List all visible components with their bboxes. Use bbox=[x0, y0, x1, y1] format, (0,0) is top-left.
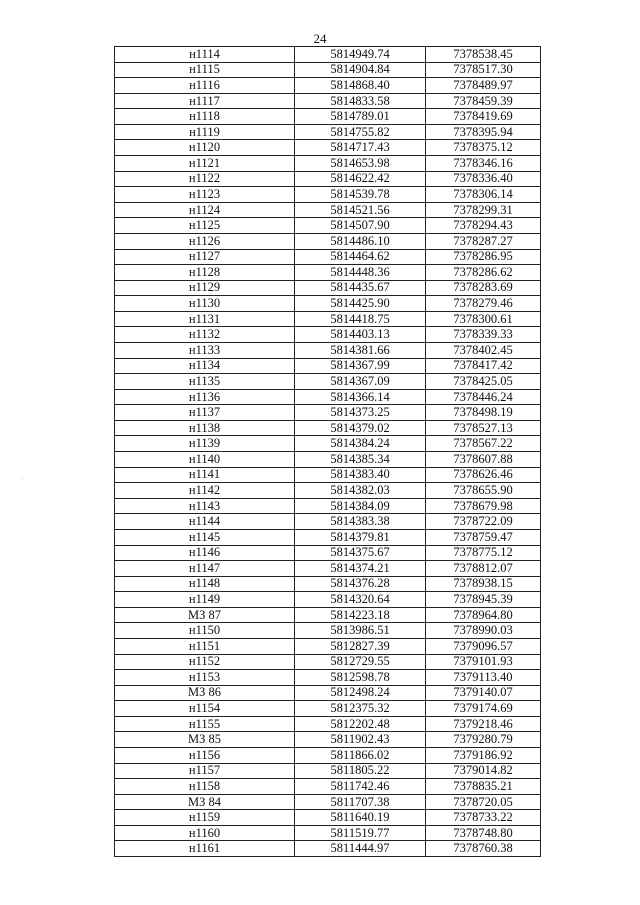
coordinates-table bbox=[114, 46, 541, 857]
point-id-cell: н1153 bbox=[115, 670, 295, 686]
x-coordinate-cell: 5814381.66 bbox=[295, 342, 426, 358]
table-row bbox=[115, 311, 541, 327]
table-row bbox=[115, 716, 541, 732]
y-coordinate-cell: 7378425.05 bbox=[426, 374, 541, 390]
table-row bbox=[115, 358, 541, 374]
x-coordinate-cell: 5811444.97 bbox=[295, 841, 426, 857]
point-id-cell: н1148 bbox=[115, 576, 295, 592]
y-coordinate-cell: 7379218.46 bbox=[426, 716, 541, 732]
scan-artifact bbox=[22, 478, 23, 479]
y-coordinate-cell: 7378748.80 bbox=[426, 825, 541, 841]
y-coordinate-cell: 7378489.97 bbox=[426, 78, 541, 94]
y-coordinate-cell: 7378538.45 bbox=[426, 47, 541, 63]
point-id-cell: н1124 bbox=[115, 202, 295, 218]
x-coordinate-cell: 5812729.55 bbox=[295, 654, 426, 670]
point-id-cell: н1143 bbox=[115, 498, 295, 514]
table-row bbox=[115, 233, 541, 249]
y-coordinate-cell: 7378945.39 bbox=[426, 592, 541, 608]
point-id-cell: н1144 bbox=[115, 514, 295, 530]
y-coordinate-cell: 7379096.57 bbox=[426, 638, 541, 654]
point-id-cell: н1126 bbox=[115, 233, 295, 249]
x-coordinate-cell: 5811866.02 bbox=[295, 748, 426, 764]
table-row bbox=[115, 109, 541, 125]
x-coordinate-cell: 5814435.67 bbox=[295, 280, 426, 296]
x-coordinate-cell: 5814833.58 bbox=[295, 93, 426, 109]
x-coordinate-cell: 5814366.14 bbox=[295, 389, 426, 405]
table-row bbox=[115, 623, 541, 639]
table-row bbox=[115, 280, 541, 296]
table-row bbox=[115, 327, 541, 343]
point-id-cell: н1142 bbox=[115, 483, 295, 499]
x-coordinate-cell: 5814373.25 bbox=[295, 405, 426, 421]
x-coordinate-cell: 5814717.43 bbox=[295, 140, 426, 156]
table-row bbox=[115, 436, 541, 452]
x-coordinate-cell: 5814448.36 bbox=[295, 265, 426, 281]
x-coordinate-cell: 5814376.28 bbox=[295, 576, 426, 592]
x-coordinate-cell: 5814383.38 bbox=[295, 514, 426, 530]
x-coordinate-cell: 5814383.40 bbox=[295, 467, 426, 483]
point-id-cell: н1151 bbox=[115, 638, 295, 654]
table-row bbox=[115, 265, 541, 281]
x-coordinate-cell: 5814320.64 bbox=[295, 592, 426, 608]
table-row bbox=[115, 374, 541, 390]
page-number: 24 bbox=[313, 31, 327, 46]
y-coordinate-cell: 7378527.13 bbox=[426, 420, 541, 436]
table-row bbox=[115, 405, 541, 421]
table-row bbox=[115, 62, 541, 78]
table-row bbox=[115, 732, 541, 748]
y-coordinate-cell: 7378938.15 bbox=[426, 576, 541, 592]
table-row bbox=[115, 514, 541, 530]
x-coordinate-cell: 5814367.09 bbox=[295, 374, 426, 390]
y-coordinate-cell: 7378346.16 bbox=[426, 156, 541, 172]
y-coordinate-cell: 7378655.90 bbox=[426, 483, 541, 499]
y-coordinate-cell: 7378626.46 bbox=[426, 467, 541, 483]
y-coordinate-cell: 7379186.92 bbox=[426, 748, 541, 764]
table-row bbox=[115, 171, 541, 187]
point-id-cell: н1160 bbox=[115, 825, 295, 841]
y-coordinate-cell: 7378835.21 bbox=[426, 779, 541, 795]
y-coordinate-cell: 7378517.30 bbox=[426, 62, 541, 78]
y-coordinate-cell: 7378286.62 bbox=[426, 265, 541, 281]
point-id-cell: н1121 bbox=[115, 156, 295, 172]
table-row bbox=[115, 670, 541, 686]
point-id-cell: н1117 bbox=[115, 93, 295, 109]
table-row bbox=[115, 47, 541, 63]
point-id-cell: н1116 bbox=[115, 78, 295, 94]
point-id-cell: н1128 bbox=[115, 265, 295, 281]
table-row bbox=[115, 794, 541, 810]
y-coordinate-cell: 7378279.46 bbox=[426, 296, 541, 312]
table-row bbox=[115, 701, 541, 717]
x-coordinate-cell: 5814379.81 bbox=[295, 529, 426, 545]
point-id-cell: н1130 bbox=[115, 296, 295, 312]
point-id-cell: н1139 bbox=[115, 436, 295, 452]
point-id-cell: н1152 bbox=[115, 654, 295, 670]
point-id-cell: н1147 bbox=[115, 561, 295, 577]
point-id-cell: МЗ 86 bbox=[115, 685, 295, 701]
table-row bbox=[115, 748, 541, 764]
point-id-cell: МЗ 87 bbox=[115, 607, 295, 623]
table-row bbox=[115, 592, 541, 608]
point-id-cell: н1155 bbox=[115, 716, 295, 732]
y-coordinate-cell: 7378294.43 bbox=[426, 218, 541, 234]
y-coordinate-cell: 7378812.07 bbox=[426, 561, 541, 577]
y-coordinate-cell: 7378402.45 bbox=[426, 342, 541, 358]
table-row bbox=[115, 607, 541, 623]
x-coordinate-cell: 5812827.39 bbox=[295, 638, 426, 654]
y-coordinate-cell: 7378419.69 bbox=[426, 109, 541, 125]
point-id-cell: н1146 bbox=[115, 545, 295, 561]
y-coordinate-cell: 7378459.39 bbox=[426, 93, 541, 109]
point-id-cell: н1123 bbox=[115, 187, 295, 203]
table-row bbox=[115, 483, 541, 499]
point-id-cell: н1129 bbox=[115, 280, 295, 296]
x-coordinate-cell: 5814382.03 bbox=[295, 483, 426, 499]
table-row bbox=[115, 342, 541, 358]
point-id-cell: н1158 bbox=[115, 779, 295, 795]
coordinates-table-body bbox=[115, 47, 541, 857]
y-coordinate-cell: 7378339.33 bbox=[426, 327, 541, 343]
y-coordinate-cell: 7378286.95 bbox=[426, 249, 541, 265]
y-coordinate-cell: 7378446.24 bbox=[426, 389, 541, 405]
point-id-cell: н1138 bbox=[115, 420, 295, 436]
y-coordinate-cell: 7378283.69 bbox=[426, 280, 541, 296]
point-id-cell: н1120 bbox=[115, 140, 295, 156]
table-row bbox=[115, 685, 541, 701]
point-id-cell: н1132 bbox=[115, 327, 295, 343]
x-coordinate-cell: 5813986.51 bbox=[295, 623, 426, 639]
x-coordinate-cell: 5814755.82 bbox=[295, 124, 426, 140]
table-row bbox=[115, 249, 541, 265]
point-id-cell: н1156 bbox=[115, 748, 295, 764]
y-coordinate-cell: 7378567.22 bbox=[426, 436, 541, 452]
y-coordinate-cell: 7379113.40 bbox=[426, 670, 541, 686]
table-row bbox=[115, 140, 541, 156]
point-id-cell: н1125 bbox=[115, 218, 295, 234]
table-row bbox=[115, 218, 541, 234]
x-coordinate-cell: 5812202.48 bbox=[295, 716, 426, 732]
x-coordinate-cell: 5814539.78 bbox=[295, 187, 426, 203]
table-row bbox=[115, 825, 541, 841]
table-row bbox=[115, 78, 541, 94]
table-row bbox=[115, 202, 541, 218]
table-row bbox=[115, 296, 541, 312]
x-coordinate-cell: 5814384.24 bbox=[295, 436, 426, 452]
point-id-cell: н1157 bbox=[115, 763, 295, 779]
point-id-cell: н1127 bbox=[115, 249, 295, 265]
point-id-cell: н1159 bbox=[115, 810, 295, 826]
table-row bbox=[115, 467, 541, 483]
point-id-cell: н1149 bbox=[115, 592, 295, 608]
x-coordinate-cell: 5814653.98 bbox=[295, 156, 426, 172]
y-coordinate-cell: 7379014.82 bbox=[426, 763, 541, 779]
y-coordinate-cell: 7378306.14 bbox=[426, 187, 541, 203]
table-row bbox=[115, 529, 541, 545]
point-id-cell: н1131 bbox=[115, 311, 295, 327]
x-coordinate-cell: 5814223.18 bbox=[295, 607, 426, 623]
point-id-cell: МЗ 84 bbox=[115, 794, 295, 810]
table-row bbox=[115, 420, 541, 436]
table-row bbox=[115, 561, 541, 577]
x-coordinate-cell: 5814622.42 bbox=[295, 171, 426, 187]
table-row bbox=[115, 638, 541, 654]
y-coordinate-cell: 7378375.12 bbox=[426, 140, 541, 156]
y-coordinate-cell: 7378733.22 bbox=[426, 810, 541, 826]
x-coordinate-cell: 5811707.38 bbox=[295, 794, 426, 810]
table-row bbox=[115, 498, 541, 514]
x-coordinate-cell: 5814868.40 bbox=[295, 78, 426, 94]
table-row bbox=[115, 763, 541, 779]
x-coordinate-cell: 5814789.01 bbox=[295, 109, 426, 125]
point-id-cell: МЗ 85 bbox=[115, 732, 295, 748]
x-coordinate-cell: 5811519.77 bbox=[295, 825, 426, 841]
x-coordinate-cell: 5814403.13 bbox=[295, 327, 426, 343]
y-coordinate-cell: 7378287.27 bbox=[426, 233, 541, 249]
y-coordinate-cell: 7378679.98 bbox=[426, 498, 541, 514]
table-row bbox=[115, 545, 541, 561]
y-coordinate-cell: 7379101.93 bbox=[426, 654, 541, 670]
table-row bbox=[115, 187, 541, 203]
y-coordinate-cell: 7379140.07 bbox=[426, 685, 541, 701]
x-coordinate-cell: 5814486.10 bbox=[295, 233, 426, 249]
table-row bbox=[115, 452, 541, 468]
x-coordinate-cell: 5814464.62 bbox=[295, 249, 426, 265]
y-coordinate-cell: 7378300.61 bbox=[426, 311, 541, 327]
x-coordinate-cell: 5814949.74 bbox=[295, 47, 426, 63]
table-row bbox=[115, 810, 541, 826]
x-coordinate-cell: 5814521.56 bbox=[295, 202, 426, 218]
y-coordinate-cell: 7378336.40 bbox=[426, 171, 541, 187]
table-row bbox=[115, 654, 541, 670]
x-coordinate-cell: 5814375.67 bbox=[295, 545, 426, 561]
y-coordinate-cell: 7378720.05 bbox=[426, 794, 541, 810]
point-id-cell: н1118 bbox=[115, 109, 295, 125]
point-id-cell: н1161 bbox=[115, 841, 295, 857]
y-coordinate-cell: 7378395.94 bbox=[426, 124, 541, 140]
table-row bbox=[115, 576, 541, 592]
y-coordinate-cell: 7379174.69 bbox=[426, 701, 541, 717]
x-coordinate-cell: 5814367.99 bbox=[295, 358, 426, 374]
point-id-cell: н1137 bbox=[115, 405, 295, 421]
x-coordinate-cell: 5811902.43 bbox=[295, 732, 426, 748]
x-coordinate-cell: 5811640.19 bbox=[295, 810, 426, 826]
table-row bbox=[115, 156, 541, 172]
x-coordinate-cell: 5811805.22 bbox=[295, 763, 426, 779]
point-id-cell: н1150 bbox=[115, 623, 295, 639]
y-coordinate-cell: 7378299.31 bbox=[426, 202, 541, 218]
x-coordinate-cell: 5814384.09 bbox=[295, 498, 426, 514]
point-id-cell: н1140 bbox=[115, 452, 295, 468]
point-id-cell: н1154 bbox=[115, 701, 295, 717]
x-coordinate-cell: 5814507.90 bbox=[295, 218, 426, 234]
y-coordinate-cell: 7378417.42 bbox=[426, 358, 541, 374]
point-id-cell: н1141 bbox=[115, 467, 295, 483]
x-coordinate-cell: 5811742.46 bbox=[295, 779, 426, 795]
y-coordinate-cell: 7378759.47 bbox=[426, 529, 541, 545]
x-coordinate-cell: 5814904.84 bbox=[295, 62, 426, 78]
x-coordinate-cell: 5814418.75 bbox=[295, 311, 426, 327]
point-id-cell: н1145 bbox=[115, 529, 295, 545]
y-coordinate-cell: 7379280.79 bbox=[426, 732, 541, 748]
table-row bbox=[115, 93, 541, 109]
point-id-cell: н1122 bbox=[115, 171, 295, 187]
table-row bbox=[115, 841, 541, 857]
x-coordinate-cell: 5812498.24 bbox=[295, 685, 426, 701]
y-coordinate-cell: 7378607.88 bbox=[426, 452, 541, 468]
x-coordinate-cell: 5814425.90 bbox=[295, 296, 426, 312]
x-coordinate-cell: 5814374.21 bbox=[295, 561, 426, 577]
y-coordinate-cell: 7378964.80 bbox=[426, 607, 541, 623]
point-id-cell: н1136 bbox=[115, 389, 295, 405]
x-coordinate-cell: 5814379.02 bbox=[295, 420, 426, 436]
y-coordinate-cell: 7378498.19 bbox=[426, 405, 541, 421]
y-coordinate-cell: 7378722.09 bbox=[426, 514, 541, 530]
point-id-cell: н1135 bbox=[115, 374, 295, 390]
point-id-cell: н1115 bbox=[115, 62, 295, 78]
point-id-cell: н1133 bbox=[115, 342, 295, 358]
table-row bbox=[115, 389, 541, 405]
x-coordinate-cell: 5812598.78 bbox=[295, 670, 426, 686]
x-coordinate-cell: 5814385.34 bbox=[295, 452, 426, 468]
point-id-cell: н1114 bbox=[115, 47, 295, 63]
y-coordinate-cell: 7378760.38 bbox=[426, 841, 541, 857]
y-coordinate-cell: 7378990.03 bbox=[426, 623, 541, 639]
x-coordinate-cell: 5812375.32 bbox=[295, 701, 426, 717]
y-coordinate-cell: 7378775.12 bbox=[426, 545, 541, 561]
table-row bbox=[115, 124, 541, 140]
table-row bbox=[115, 779, 541, 795]
point-id-cell: н1134 bbox=[115, 358, 295, 374]
point-id-cell: н1119 bbox=[115, 124, 295, 140]
